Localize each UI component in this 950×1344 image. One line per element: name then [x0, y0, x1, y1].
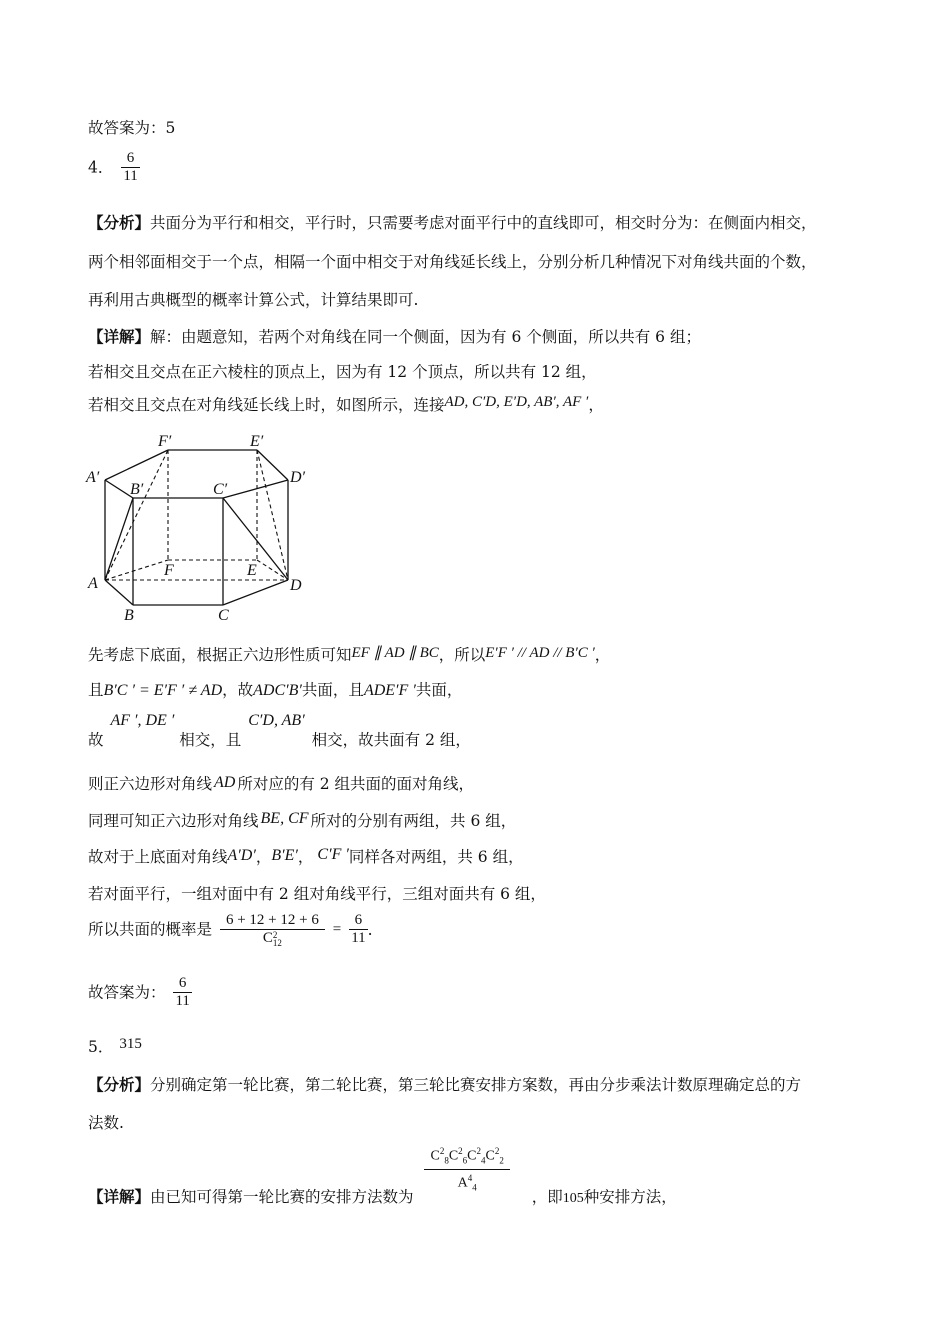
- detail-5-line: 【详解】由已知可得第一轮比赛的安排方法数为 $\frac{C^2_8C^2_6C^2_4C^2_2}{A^4_4}$ ，即105种安排方法，: [88, 1145, 677, 1195]
- combination-fraction: $\frac{C^2_8C^2_6C^2_4C^2_2}{A^4_4}$: [424, 1143, 509, 1197]
- analysis-5-line-1: 【分析】分别确定第一轮比赛，第二轮比赛，第三轮比赛安排方案数，再由分步乘法计数原理确定总的方: [88, 1075, 802, 1094]
- label-D-prime: D′: [290, 469, 306, 486]
- label-C: C: [218, 607, 229, 624]
- diagonal-AB: [105, 498, 133, 580]
- fraction: $\frac{6}{11}$: [123, 150, 138, 184]
- label-C-prime: C′: [213, 481, 228, 498]
- edge-top: [257, 450, 288, 480]
- edge-bottom: [223, 580, 288, 605]
- detail-line-3: 若相交且交点在对角线延长线上时，如图所示，连接AD, C′D, E′D, AB′, AF ′，: [88, 394, 604, 414]
- edge-top: [105, 450, 168, 480]
- label-B: B: [124, 607, 134, 624]
- para-4: 则正六边形对角线 AD 所对应的有 2 组共面的面对角线，: [88, 774, 475, 793]
- analysis-line-2: 两个相邻面相交于一个点，相隔一个面中相交于对角线延长线上，分别分析几种情况下对角线共面的个数，: [88, 253, 817, 271]
- label-E-prime: E′: [250, 433, 264, 450]
- label-B-prime: B′: [130, 481, 144, 498]
- hidden-edge: [105, 560, 168, 580]
- label-A: A: [88, 575, 98, 592]
- label-D: D: [290, 577, 302, 594]
- hexagonal-prism-figure: [80, 430, 320, 630]
- hidden-edge: [257, 560, 288, 580]
- para-9: 故答案为： $\frac{6}{11}$: [88, 975, 190, 1009]
- edge-bottom: [105, 580, 133, 605]
- label-E: E: [247, 562, 257, 579]
- para-3: 故 AF ′, DE ′ 相交，且 C′D, AB′ 相交，故共面有 2 组，: [88, 712, 471, 749]
- probability-fraction: 6 + 12 + 12 + 6 C 2 12: [220, 912, 325, 947]
- para-8: 所以共面的概率是 6 + 12 + 12 + 6 C 2 12 = $\frac{6}{11}$ .: [88, 912, 373, 948]
- label-F: F: [164, 562, 174, 579]
- analysis-line-1: 【分析】共面分为平行和相交，平行时，只需要考虑对面平行中的直线即可，相交时分为：在侧面内相交，: [88, 213, 817, 232]
- question-5-answer: 5． 315: [88, 1036, 142, 1056]
- edge-top: [223, 480, 288, 498]
- para-2: 且B′C ′ = E′F ′ ≠ AD，故ADC′B′共面，且ADE′F ′共面，: [88, 681, 463, 699]
- label-F-prime: F′: [158, 433, 172, 450]
- question-4-answer: 4． $\frac{6}{11}$: [88, 150, 138, 184]
- detail-line-1: 【详解】解：由题意知，若两个对角线在同一个侧面，因为有 6 个侧面，所以共有 6 组；: [88, 327, 701, 346]
- edge-top: [105, 480, 133, 498]
- analysis-line-3: 再利用古典概型的概率计算公式，计算结果即可.: [88, 291, 419, 309]
- result-fraction: $\frac{6}{11}$: [351, 912, 366, 946]
- answer-line-3: 故答案为：5: [88, 119, 176, 137]
- analysis-5-line-2: 法数.: [88, 1114, 124, 1132]
- answer-fraction: $\frac{6}{11}$: [175, 975, 190, 1009]
- para-1: 先考虑下底面，根据正六边形性质可知EF ∥ AD ∥ BC，所以E′F ′ // AD // B′C ′，: [88, 645, 611, 664]
- para-7: 若对面平行，一组对面中有 2 组对角线平行，三组对面共有 6 组，: [88, 885, 546, 903]
- hidden-diagonal-AF: [105, 450, 168, 580]
- para-5: 同理可知正六边形对角线 BE, CF 所对的分别有两组，共 6 组，: [88, 810, 517, 830]
- label-A-prime: A′: [86, 469, 100, 486]
- para-6: 故对于上底面对角线A′D′，B′E′， C′F ′同样各对两组，共 6 组，: [88, 846, 524, 866]
- detail-line-2: 若相交且交点在正六棱柱的顶点上，因为有 12 个顶点，所以共有 12 组，: [88, 363, 597, 381]
